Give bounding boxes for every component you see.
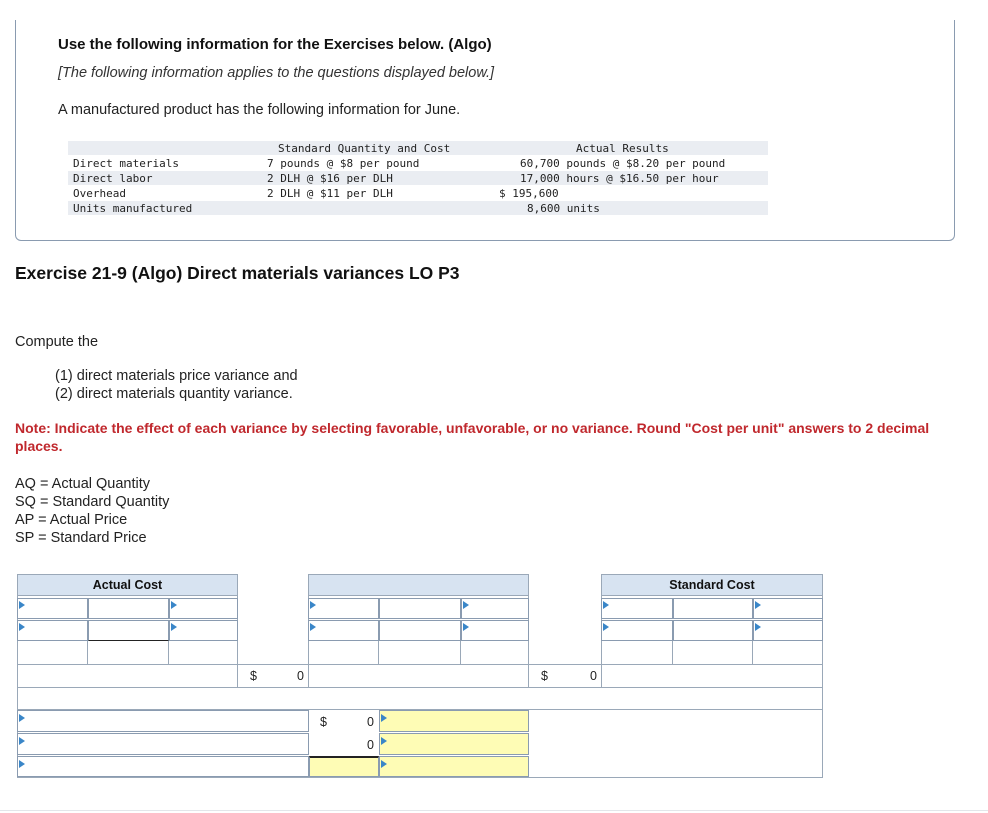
row-standard-direct-materials: 7 pounds @ $8 per pound	[267, 157, 420, 170]
dropdown-arrow-icon	[463, 601, 469, 609]
worksheet-divider	[17, 664, 823, 665]
middle-aq-input[interactable]	[308, 620, 379, 641]
info-subtitle: [The following information applies to the questions displayed below.]	[58, 65, 495, 81]
definition-ap: AP = Actual Price	[15, 512, 128, 528]
row-actual-direct-labor: 17,000 hours @ $16.50 per hour	[520, 172, 719, 185]
info-title: Use the following information for the Exercises below. (Algo)	[58, 36, 492, 53]
header-blank-middle	[308, 574, 529, 596]
standard-total-value: 0	[590, 669, 597, 683]
row-standard-direct-labor: 2 DLH @ $16 per DLH	[267, 172, 393, 185]
dropdown-arrow-icon	[381, 760, 387, 768]
page-bottom-rule	[0, 810, 988, 811]
definition-aq: AQ = Actual Quantity	[15, 476, 151, 492]
item-price-variance: (1) direct materials price variance and	[55, 368, 298, 384]
dropdown-arrow-icon	[19, 601, 25, 609]
actual-ap-input[interactable]	[169, 620, 238, 641]
row-label-units: Units manufactured	[73, 202, 193, 215]
total-variance-effect-select[interactable]	[379, 756, 529, 777]
standard-label-select-2[interactable]	[673, 598, 753, 619]
total-variance-input[interactable]	[309, 756, 379, 777]
row-label-overhead: Overhead	[73, 187, 126, 200]
middle-label-select-3[interactable]	[461, 598, 529, 619]
variance-label-select-3[interactable]	[17, 756, 309, 777]
variance-label-select-2[interactable]	[17, 733, 309, 755]
dropdown-arrow-icon	[381, 714, 387, 722]
actual-label-select-3[interactable]	[169, 598, 238, 619]
item-quantity-variance: (2) direct materials quantity variance.	[55, 386, 293, 402]
header-standard-cost: Standard Cost	[601, 574, 823, 596]
middle-label-select-2[interactable]	[379, 598, 461, 619]
exercise-title: Exercise 21-9 (Algo) Direct materials variances LO P3	[15, 263, 460, 283]
dropdown-arrow-icon	[755, 623, 761, 631]
actual-total-value: 0	[297, 669, 304, 683]
actual-total-currency: $	[250, 669, 257, 683]
row-standard-overhead: 2 DLH @ $11 per DLH	[267, 187, 393, 200]
variance-2-effect-select[interactable]	[379, 733, 529, 755]
dropdown-arrow-icon	[603, 601, 609, 609]
row-actual-overhead: $ 195,600	[499, 187, 559, 200]
dropdown-arrow-icon	[19, 760, 25, 768]
dropdown-arrow-icon	[381, 737, 387, 745]
dropdown-arrow-icon	[19, 714, 25, 722]
dropdown-arrow-icon	[171, 601, 177, 609]
worksheet-border	[17, 777, 823, 778]
dropdown-arrow-icon	[463, 623, 469, 631]
variance-1-effect-select[interactable]	[379, 710, 529, 732]
definition-sq: SQ = Standard Quantity	[15, 494, 170, 510]
header-actual-cost: Actual Cost	[17, 574, 238, 596]
actual-multiplier-input[interactable]	[88, 620, 169, 641]
variance-label-select-1[interactable]	[17, 710, 309, 732]
table-header-standard: Standard Quantity and Cost	[278, 142, 451, 155]
standard-label-select-1[interactable]	[601, 598, 673, 619]
dropdown-arrow-icon	[310, 623, 316, 631]
standard-sp-input[interactable]	[753, 620, 823, 641]
variance-1-currency: $	[320, 715, 327, 729]
dropdown-arrow-icon	[171, 623, 177, 631]
dropdown-arrow-icon	[755, 601, 761, 609]
dropdown-arrow-icon	[310, 601, 316, 609]
row-actual-direct-materials: 60,700 pounds @ $8.20 per pound	[520, 157, 726, 170]
standard-label-select-3[interactable]	[753, 598, 823, 619]
dropdown-arrow-icon	[603, 623, 609, 631]
table-header-actual: Actual Results	[576, 142, 669, 155]
actual-label-select-2[interactable]	[88, 598, 169, 619]
middle-sp-input[interactable]	[461, 620, 529, 641]
standard-multiplier-input[interactable]	[673, 620, 753, 641]
compute-prompt: Compute the	[15, 334, 99, 350]
info-intro: A manufactured product has the following information for June.	[58, 102, 461, 118]
dropdown-arrow-icon	[19, 737, 25, 745]
row-actual-units: 8,600 units	[527, 202, 600, 215]
row-label-direct-materials: Direct materials	[73, 157, 179, 170]
standard-sq-input[interactable]	[601, 620, 673, 641]
standard-total-currency: $	[541, 669, 548, 683]
worksheet-divider	[17, 687, 823, 688]
actual-label-select-1[interactable]	[17, 598, 88, 619]
dropdown-arrow-icon	[19, 623, 25, 631]
definition-sp: SP = Standard Price	[15, 530, 147, 546]
middle-multiplier-input[interactable]	[379, 620, 461, 641]
rounding-note: Note: Indicate the effect of each variance by selecting favorable, unfavorable, or no variance. Round "Cost per unit" answers to 2 decimal places.	[15, 420, 930, 454]
actual-aq-input[interactable]	[17, 620, 88, 641]
variance-1-value: 0	[367, 715, 374, 729]
row-label-direct-labor: Direct labor	[73, 172, 153, 185]
variance-2-value: 0	[367, 738, 374, 752]
middle-label-select-1[interactable]	[308, 598, 379, 619]
